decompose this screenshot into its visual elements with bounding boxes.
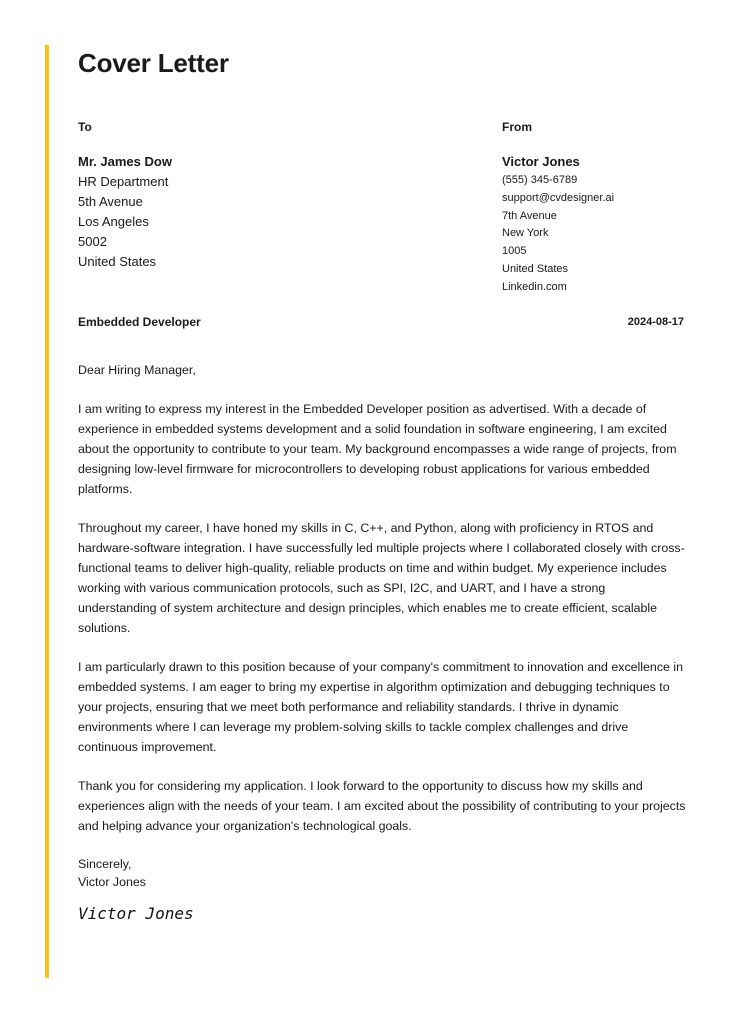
recipient-name: Mr. James Dow <box>78 154 172 169</box>
sender-heading: From <box>502 120 532 134</box>
sender-line: New York <box>502 227 549 240</box>
subject-line: Embedded Developer <box>78 315 201 329</box>
letter-body <box>78 360 686 855</box>
recipient-line: 5th Avenue <box>78 194 143 209</box>
recipient-line: Los Angeles <box>78 214 149 229</box>
sender-phone: (555) 345-6789 <box>502 174 578 186</box>
salutation: Dear Hiring Manager, <box>78 363 196 377</box>
recipient-heading: To <box>78 120 92 134</box>
sender-line: 7th Avenue <box>502 209 557 222</box>
valediction: Sincerely, <box>78 857 132 871</box>
recipient-line: HR Department <box>78 174 169 189</box>
sender-contact <box>502 172 702 297</box>
body-paragraph: I am particularly drawn to this position because of your company's commitment to innovation and excellence in embedded systems. I am eager to bring my expertise in algorithm optimization and debugging techniques to your projects, ensuring that we meet both performance and reliability standards. I thrive in dynamic environments where I can leverage my problem-solving skills to tackle complex challenges and drive continuous improvement. <box>78 660 683 754</box>
recipient-line: 5002 <box>78 234 107 249</box>
recipient-block <box>78 118 458 272</box>
recipient-line: United States <box>78 254 157 269</box>
sender-email: support@cvdesigner.ai <box>502 191 615 204</box>
recipient-address <box>78 172 458 272</box>
subject-row <box>78 313 684 331</box>
handwritten-signature: Victor Jones <box>78 904 194 923</box>
closing-block <box>78 855 146 891</box>
sender-linkedin: Linkedin.com <box>502 280 567 293</box>
letter-date: 2024-08-17 <box>627 316 684 328</box>
sender-name: Victor Jones <box>502 154 580 169</box>
page-title: Cover Letter <box>78 48 229 78</box>
body-paragraph: I am writing to express my interest in the Embedded Developer position as advertised. With a decade of experience in embedded systems development and a solid foundation in software engineering, I am excited about the opportunity to contribute to your team. My background encompasses a wide range of projects, from designing low-level firmware for microcontrollers to developing robust applications for various embedded platforms. <box>78 402 677 496</box>
body-paragraph: Thank you for considering my application. I look forward to the opportunity to discuss how my skills and experiences align with the needs of your team. I am excited about the possibility of contributing to your projects and helping advance your organization's technological goals. <box>78 779 686 833</box>
sender-block <box>502 118 702 297</box>
body-paragraph: Throughout my career, I have honed my skills in C, C++, and Python, along with proficiency in RTOS and hardware-software integration. I have successfully led multiple projects where I collaborated closely with cross-functional teams to deliver high-quality, reliable products on time and within budget. My experience includes working with various communication protocols, such as SPI, I2C, and UART, and I have a strong understanding of system architecture and design principles, which enables me to create efficient, scalable solutions. <box>78 521 685 635</box>
sender-line: 1005 <box>502 245 527 258</box>
closing-name: Victor Jones <box>78 875 146 889</box>
sender-line: United States <box>502 262 569 275</box>
accent-bar <box>45 45 49 978</box>
